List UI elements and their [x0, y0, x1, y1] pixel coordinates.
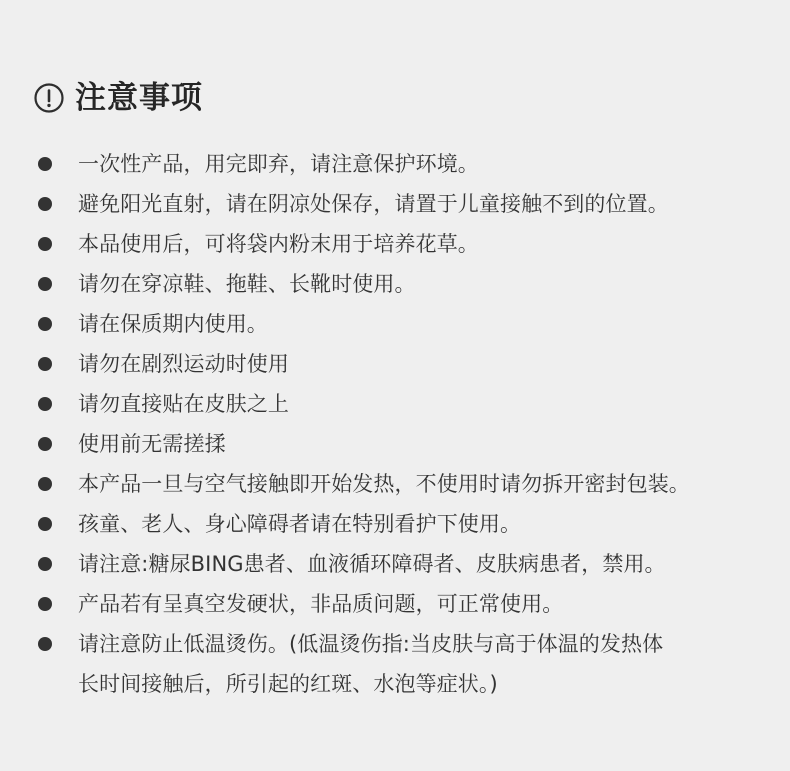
- bullet-icon: [38, 437, 52, 451]
- notice-list: [38, 144, 774, 704]
- list-item: [38, 144, 774, 184]
- list-item-text: 请勿在穿凉鞋、拖鞋、长靴时使用。: [78, 272, 416, 296]
- bullet-icon: [38, 477, 52, 491]
- bullet-icon: [38, 317, 52, 331]
- list-item: [38, 384, 774, 424]
- list-item-text: [78, 624, 762, 704]
- bullet-icon: [38, 197, 52, 211]
- list-item: [38, 424, 774, 464]
- bullet-icon: [38, 597, 52, 611]
- bullet-icon: [38, 517, 52, 531]
- list-item: [38, 184, 774, 224]
- bullet-icon: [38, 637, 52, 651]
- notice-title: 注意事项: [75, 80, 203, 116]
- list-item: [38, 304, 774, 344]
- list-item: [38, 344, 774, 384]
- list-item: [38, 584, 774, 624]
- list-item-text: 请勿在剧烈运动时使用: [78, 352, 289, 376]
- list-item-text: 使用前无需搓揉: [78, 432, 226, 456]
- list-item-text: 本产品一旦与空气接触即开始发热，不使用时请勿拆开密封包装。: [78, 472, 690, 496]
- list-item: [38, 544, 774, 584]
- bullet-icon: [38, 397, 52, 411]
- list-item: [38, 224, 774, 264]
- list-item-text: 请注意:糖尿BING患者、血液循环障碍者、皮肤病患者，禁用。: [78, 552, 666, 576]
- list-item-text: 产品若有呈真空发硬状，非品质问题，可正常使用。: [78, 592, 564, 616]
- list-item: [38, 264, 774, 304]
- list-item-text: 孩童、老人、身心障碍者请在特别看护下使用。: [78, 512, 522, 536]
- list-item-text: 一次性产品，用完即弃，请注意保护环境。: [78, 152, 479, 176]
- alert-circle-icon: [33, 82, 65, 114]
- bullet-icon: [38, 357, 52, 371]
- bullet-icon: [38, 557, 52, 571]
- list-item-text: 请在保质期内使用。: [78, 312, 268, 336]
- list-item-text: 请勿直接贴在皮肤之上: [78, 392, 289, 416]
- bullet-icon: [38, 237, 52, 251]
- list-item-line: 长时间接触后，所引起的红斑、水泡等症状。): [78, 672, 498, 696]
- list-item: [38, 464, 774, 504]
- list-item-text: 避免阳光直射，请在阴凉处保存，请置于儿童接触不到的位置。: [78, 192, 669, 216]
- list-item: [38, 624, 774, 704]
- bullet-icon: [38, 277, 52, 291]
- notice-header: [33, 78, 203, 118]
- bullet-icon: [38, 157, 52, 171]
- list-item-line: 请注意防止低温烫伤。(低温烫伤指:当皮肤与高于体温的发热体: [78, 632, 664, 656]
- list-item-text: 本品使用后，可将袋内粉末用于培养花草。: [78, 232, 479, 256]
- list-item: [38, 504, 774, 544]
